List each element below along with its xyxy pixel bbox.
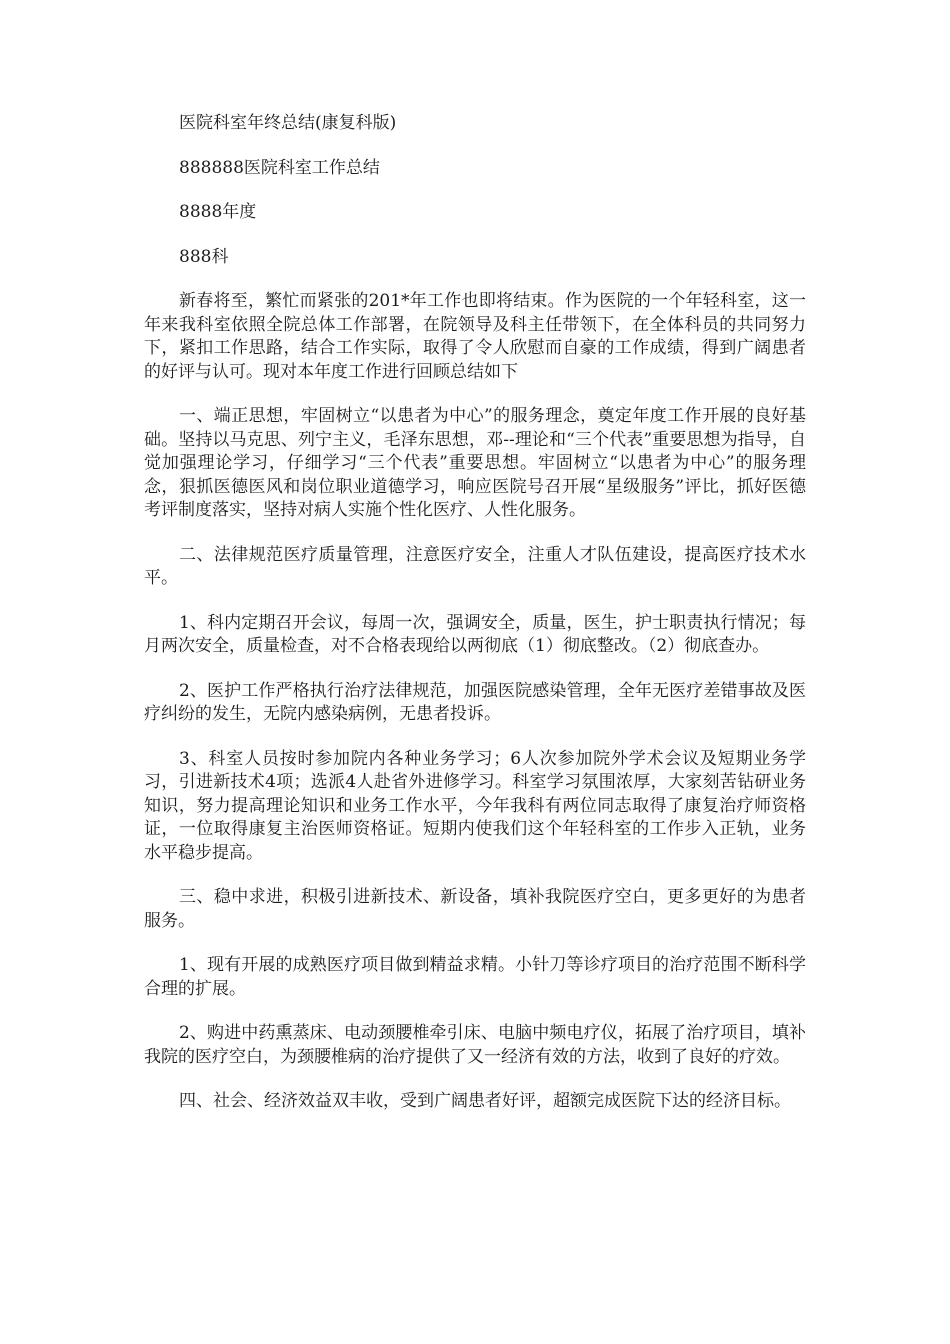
document-subtitle: 888888医院科室工作总结	[179, 157, 380, 178]
section-two-item-1: 1、科内定期召开会议，每周一次，强调安全，质量，医生，护士职责执行情况；每月两次安全，质量检查，对不合格表现给以两彻底（1）彻底整改。（2）彻底查办。	[144, 612, 806, 656]
section-three-item-1: 1、现有开展的成熟医疗项目做到精益求精。小针刀等诊疗项目的治疗范围不断科学合理的扩展。	[144, 955, 806, 999]
section-four-paragraph: 四、社会、经济效益双丰收，受到广阔患者好评，超额完成医院下达的经济目标。	[179, 1091, 791, 1111]
section-two-item-3: 3、科室人员按时参加院内各种业务学习；6人次参加院外学术会议及短期业务学习，引进新技术4项；选派4人赴省外进修学习。科室学习氛围浓厚，大家刻苦钻研业务知识，努力提高理论知识和业务工作水平，今年我科有两位同志取得了康复治疗师资格证，一位取得康复主治医师资格证。短期内使我们这个年轻科室的工作步入正轨，业务水平稳步提高。	[144, 748, 806, 863]
document-title: 医院科室年终总结(康复科版)	[179, 113, 397, 133]
section-three-item-2: 2、购进中药熏蒸床、电动颈腰椎牵引床、电脑中频电疗仪，拓展了治疗项目，填补我院的医疗空白，为颈腰椎病的治疗提供了又一经济有效的方法，收到了良好的疗效。	[144, 1023, 806, 1067]
section-three-heading: 三、稳中求进，积极引进新技术、新设备，填补我院医疗空白，更多更好的为患者服务。	[144, 887, 806, 931]
department-line: 888科	[179, 246, 229, 267]
document-page	[144, 112, 806, 1114]
year-line: 8888年度	[179, 202, 257, 222]
section-two-heading: 二、法律规范医疗质量管理，注意医疗安全，注重人才队伍建设，提高医疗技术水平。	[144, 544, 806, 588]
intro-paragraph: 新春将至，繁忙而紧张的201*年工作也即将结束。作为医院的一个年轻科室，这一年来我科室依照全院总体工作部署，在院领导及科主任带领下，在全体科员的共同努力下，紧扣工作思路，结合工作实际，取得了令人欣慰而自豪的工作成绩，得到广阔患者的好评与认可。现对本年度工作进行回顾总结如下	[144, 291, 806, 382]
section-one-paragraph: 一、端正思想，牢固树立“以患者为中心”的服务理念，奠定年度工作开展的良好基础。坚持以马克思、列宁主义，毛泽东思想，邓--理论和“三个代表”重要思想为指导，自觉加强理论学习，仔细学习“三个代表”重要思想。牢固树立“以患者为中心”的服务理念，狠抓医德医风和岗位职业道德学习，响应医院号召开展“星级服务”评比，抓好医德考评制度落实，坚持对病人实施个性化医疗、人性化服务。	[144, 406, 806, 520]
section-two-item-2: 2、医护工作严格执行治疗法律规范，加强医院感染管理，全年无医疗差错事故及医疗纠纷的发生，无院内感染病例，无患者投诉。	[144, 680, 806, 724]
